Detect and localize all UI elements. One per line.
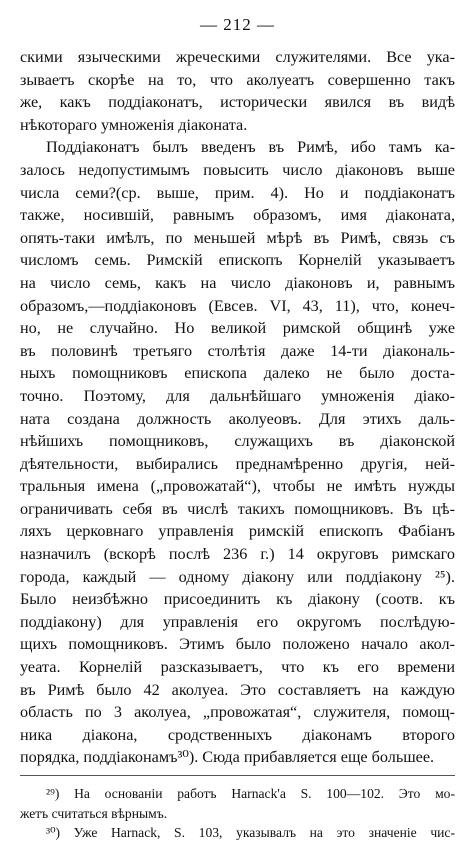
- text-line: уеата. Корнелій разсказываетъ, что къ его времени: [20, 658, 455, 677]
- text-line: Поддіаконатъ былъ введенъ въ Римѣ, ибо тамъ ка-: [46, 138, 455, 157]
- text-line: нѣкотораго умноженія діаконата.: [20, 115, 248, 134]
- text-line: щихъ помощниковъ. Этимъ было положено начало акол-: [20, 635, 455, 654]
- footnote-line: ³⁰) Уже Harnack, S. 103, указывалъ на это значеніе чис-: [46, 825, 455, 840]
- footnote-divider: [20, 775, 455, 776]
- text-line: ляхъ церковнаго управленія римскій епископъ Фабіанъ: [20, 522, 455, 541]
- text-line: ника діакона, сродственныхъ діаконамъ второго: [20, 725, 455, 744]
- footnote-line: ²⁹) На основаніи работъ Harnack'a S. 100—102. Это мо-: [46, 786, 455, 801]
- text-line: скими языческими жреческими служителями. Все ука-: [20, 48, 455, 66]
- page-number: — 212 —: [200, 15, 275, 34]
- text-line: ныхъ помощниковъ епископа далеко не было доста-: [20, 364, 455, 383]
- text-line: въ половинѣ третьяго столѣтія даже 14-ти діакональ-: [20, 341, 455, 360]
- text-line: поддіакону) для управленія его округомъ послѣдую-: [20, 612, 455, 631]
- text-line: опять-таки имѣлъ, по меньшей мѣрѣ въ Римѣ, связь съ: [20, 228, 455, 247]
- text-line: точно. Поэтому, для дальнѣйшаго умноженія діако-: [20, 386, 455, 405]
- text-line: ната создана должность аколуеовъ. Для этихъ даль-: [20, 409, 455, 428]
- text-line: зываетъ скорѣе на то, что аколуеатъ совершенно такъ: [20, 70, 455, 89]
- text-line: залось недопустимымъ повысить число діаконовъ выше: [20, 160, 455, 179]
- footnotes: [20, 784, 455, 843]
- text-line: нѣйшихъ помощниковъ, служащихъ въ діаконской: [20, 432, 455, 451]
- text-line: назначилъ (вскорѣ послѣ 236 г.) 14 округовъ римскаго: [20, 545, 455, 564]
- main-text: [20, 46, 455, 769]
- text-line: ограничивать себя въ числѣ такихъ помощниковъ. Въ цѣ-: [20, 499, 455, 518]
- text-line: въ Римѣ было 42 аколуеа. Это составляетъ на каждую: [20, 680, 455, 699]
- text-line: дѣятельности, выбирались преднамѣренно другія, ней-: [20, 454, 455, 473]
- text-line: область по 3 аколуеа, „провожатая“, служителя, помощ-: [20, 703, 455, 722]
- text-line: на число семь, какъ на число діаконовъ и, равнымъ: [20, 273, 455, 292]
- text-line: но, не случайно. Но великой римской общинѣ ужe: [20, 319, 455, 338]
- footnote-line: жетъ считаться вѣрнымъ.: [20, 805, 168, 821]
- text-line: тральныя имена („провожатай“), чтобы не имѣть нужды: [20, 477, 455, 496]
- text-line: образомъ,—поддіаконовъ (Евсев. VI, 43, 11), что, конеч-: [20, 296, 455, 315]
- text-line: Было неизбѣжно присоединить къ діакону (соотв. къ: [20, 590, 455, 609]
- text-line: города, каждый — одному діакону или поддіакону ²⁵).: [20, 567, 455, 586]
- text-line: также, носившій, равнымъ образомъ, имя діаконата,: [20, 206, 455, 225]
- text-line: же, какъ поддіаконатъ, исторически явился въ видѣ: [20, 93, 455, 112]
- text-line: числа семи?(ср. выше, прим. 4). Но и поддіаконатъ: [20, 183, 455, 202]
- text-line: порядка, поддіаконамъ³⁰). Сюда прибавляется еще большее.: [20, 748, 435, 767]
- text-line: числомъ семь. Римскій епископъ Корнелій указываетъ: [20, 251, 455, 270]
